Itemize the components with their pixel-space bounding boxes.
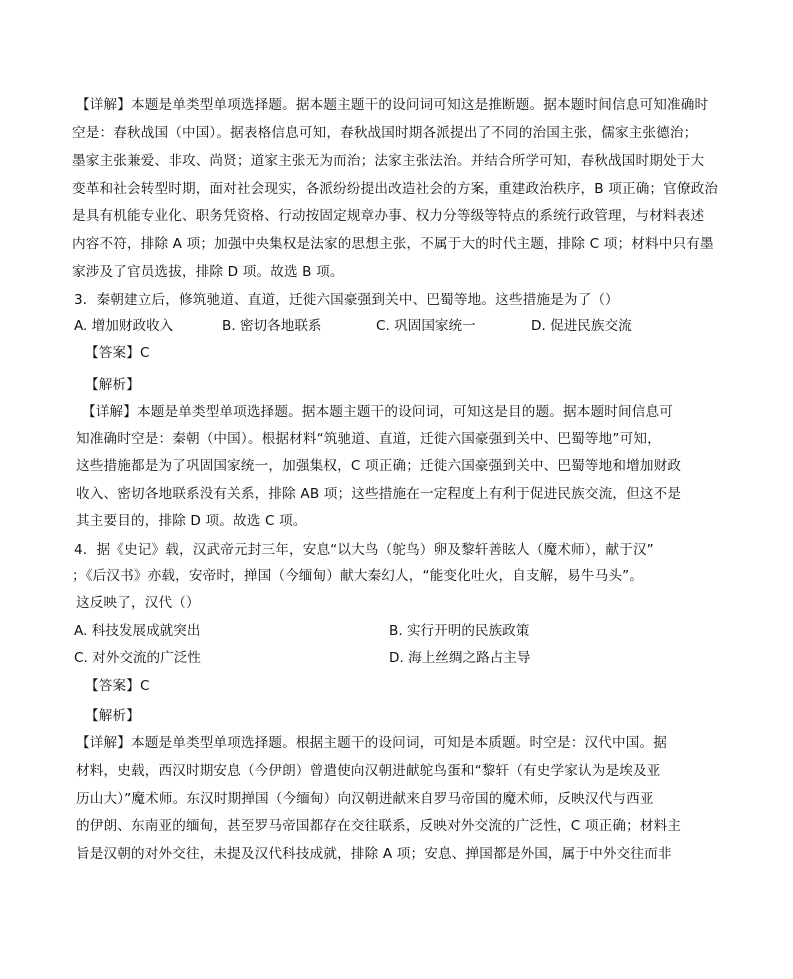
q3-detail-line-2: 知准确时空是：秦朝（中国）。根据材料“筑驰道、直道，迁徙六国豪强到关中、巴蜀等地”可知，	[76, 431, 661, 447]
q3-detail-line-3: 这些措施都是为了巩固国家统一，加强集权，C 项正确；迁徙六国豪强到关中、巴蜀等地和增加财政	[76, 458, 682, 474]
q4-detail-line-2: 材料，史载，西汉时期安息（今伊朗）曾遣使向汉朝进献鸵鸟蛋和“黎轩（有史学家认为是埃及亚	[76, 763, 661, 779]
q3-detail-line-4: 收入、密切各地联系没有关系，排除 AB 项；这些措施在一定程度上有利于促进民族交流，但这不是	[76, 486, 682, 502]
detail-line-7: 家涉及了官员选拔，排除 D 项。故选 B 项。	[72, 264, 344, 280]
q4-detail-line-3: 历山大）”魔术师。东汉时期掸国（今缅甸）向汉朝进献来自罗马帝国的魔术师，反映汉代与西亚	[76, 791, 654, 807]
detail-line-6: 内容不符，排除 A 项；加强中央集权是法家的思想主张，不属于大的时代主题，排除 C 项；材料中只有墨	[72, 236, 714, 252]
q4-detail-line-1: 【详解】本题是单类型单项选择题。根据主题干的设问词，可知是本质题。时空是：汉代中国。据	[76, 735, 667, 751]
detail-line-5: 是具有机能专业化、职务凭资格、行动按固定规章办事、权力分等级等特点的系统行政管理，与材料表述	[72, 208, 705, 224]
q3-option-c: C. 巩固国家统一	[376, 318, 476, 334]
q3-detail-line-5: 其主要目的，排除 D 项。故选 C 项。	[76, 513, 307, 529]
q4-answer: 【答案】C	[85, 678, 150, 694]
q4-option-b: B. 实行开明的民族政策	[389, 623, 530, 639]
q3-option-a: A. 增加财政收入	[74, 318, 174, 334]
q3-analysis-label: 【解析】	[85, 377, 140, 393]
q3-option-b: B. 密切各地联系	[222, 318, 322, 334]
q3-detail-line-1: 【详解】本题是单类型单项选择题。据本题主题干的设问词，可知这是目的题。据本题时间信息可	[82, 404, 673, 420]
q4-option-c: C. 对外交流的广泛性	[74, 650, 201, 666]
q4-option-d: D. 海上丝绸之路占主导	[389, 650, 531, 666]
question-3-stem: 3．秦朝建立后，修筑驰道、直道，迁徙六国豪强到关中、巴蜀等地。这些措施是为了（）	[74, 292, 619, 308]
question-4-stem-line-1: 4．据《史记》载，汉武帝元封三年，安息“以大鸟（鸵鸟）卵及黎轩善眩人（魔术师），献于汉”	[74, 542, 654, 558]
detail-line-3: 墨家主张兼爱、非攻、尚贤；道家主张无为而治；法家主张法治。并结合所学可知，春秋战国时期处于大	[72, 153, 705, 169]
q4-detail-line-4: 的伊朗、东南亚的缅甸，甚至罗马帝国都存在交往联系，反映对外交流的广泛性，C 项正确；材料主	[76, 818, 682, 834]
q4-option-a: A. 科技发展成就突出	[74, 623, 201, 639]
q4-analysis-label: 【解析】	[85, 708, 140, 724]
question-4-stem-line-2: ；《后汉书》亦载，安帝时，掸国（今缅甸）献大秦幻人，“能变化吐火，自支解，易牛马头”。	[72, 568, 644, 584]
detail-line-1: 【详解】本题是单类型单项选择题。据本题主题干的设问词可知这是推断题。据本题时间信息可知准确时	[76, 97, 709, 113]
q3-option-d: D. 促进民族交流	[531, 318, 632, 334]
detail-line-2: 空是：春秋战国（中国）。据表格信息可知，春秋战国时期各派提出了不同的治国主张，儒家主张德治；	[72, 125, 698, 141]
detail-line-4: 变革和社会转型时期，面对社会现实，各派纷纷提出改造社会的方案，重建政治秩序，B 项正确；官僚政治	[72, 181, 719, 197]
question-4-stem-line-3: 这反映了，汉代（）	[76, 595, 200, 611]
q4-detail-line-5: 旨是汉朝的对外交往，未提及汉代科技成就，排除 A 项；安息、掸国都是外国，属于中外交往而非	[76, 846, 672, 862]
q3-answer: 【答案】C	[85, 345, 150, 361]
